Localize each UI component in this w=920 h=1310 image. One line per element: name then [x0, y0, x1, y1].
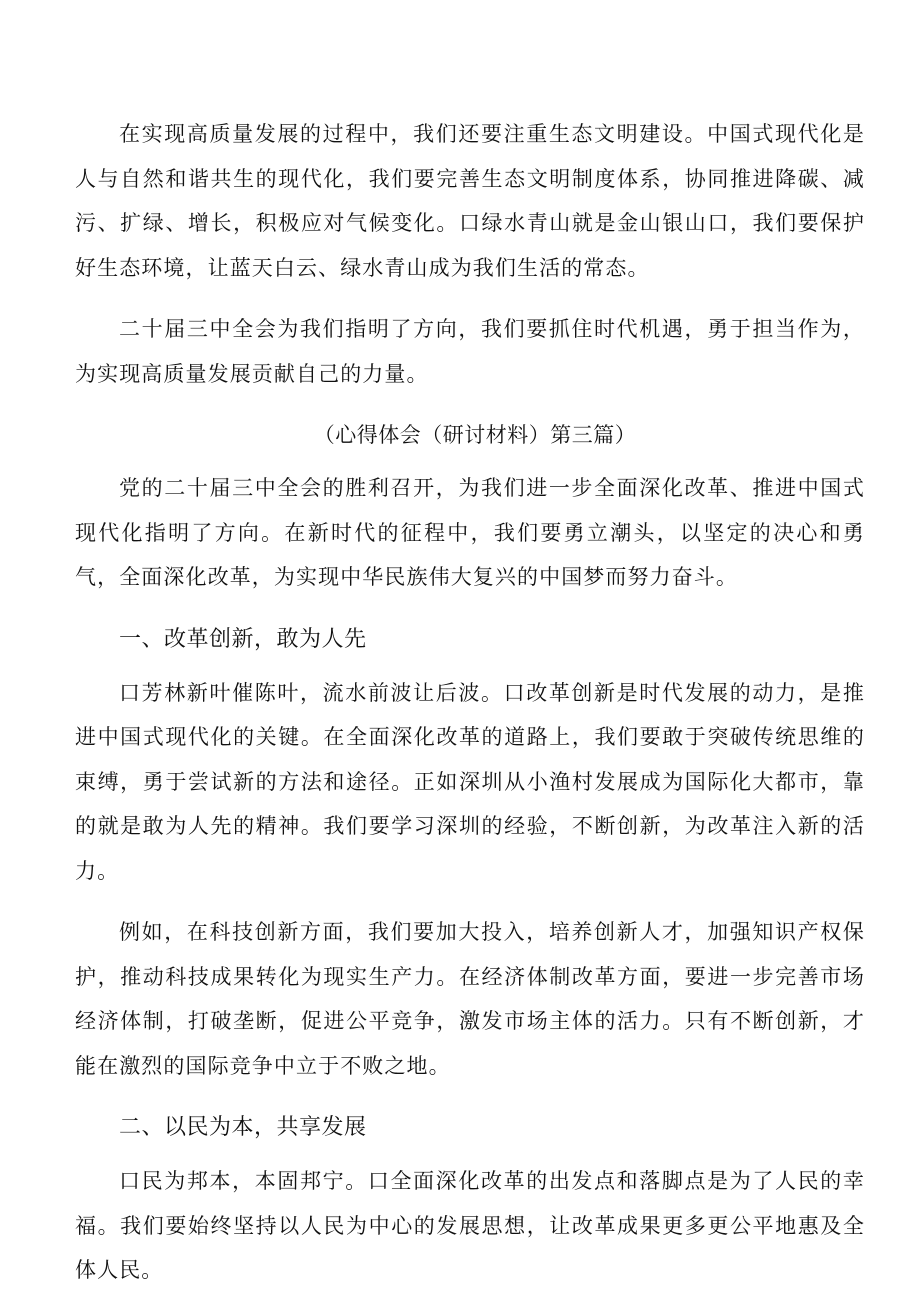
- heading-people-centered: 二、以民为本，共享发展: [119, 1115, 367, 1140]
- document-page: [75, 112, 865, 1310]
- paragraph-people-centered: 口民为邦本，本固邦宁。口全面深化改革的出发点和落脚点是为了人民的幸福。我们要始终坚持以人民为中心的发展思想，让改革成果更多更公平地惠及全体人民。: [75, 1169, 865, 1282]
- paragraph-plenary-direction: 二十届三中全会为我们指明了方向，我们要抓住时代机遇，勇于担当作为，为实现高质量发展贡献自己的力量。: [75, 317, 865, 386]
- paragraph-innovation-examples: 例如，在科技创新方面，我们要加大投入，培养创新人才，加强知识产权保护，推动科技成果转化为现实生产力。在经济体制改革方面，要进一步完善市场经济体制，打破垄断，促进公平竞争，激发市场主体的活力。只有不断创新，才能在激烈的国际竞争中立于不败之地。: [75, 920, 865, 1078]
- paragraph-ecological-civilization: 在实现高质量发展的过程中，我们还要注重生态文明建设。中国式现代化是人与自然和谐共生的现代化，我们要完善生态文明制度体系，协同推进降碳、减污、扩绿、增长，积极应对气候变化。口绿水青山就是金山银山口，我们要保护好生态环境，让蓝天白云、绿水青山成为我们生活的常态。: [75, 122, 865, 280]
- heading-reform-innovation: 一、改革创新，敢为人先: [119, 626, 367, 652]
- paragraph-reform-innovation: 口芳林新叶催陈叶，流水前波让后波。口改革创新是时代发展的动力，是推进中国式现代化的关键。在全面深化改革的道路上，我们要敢于突破传统思维的束缚，勇于尝试新的方法和途径。正如深圳从小渔村发展成为国际化大都市，靠的就是敢为人先的精神。我们要学习深圳的经验，不断创新，为改革注入新的活力。: [75, 680, 865, 883]
- section-title: （心得体会（研讨材料）第三篇）: [313, 423, 637, 447]
- paragraph-introduction: 党的二十届三中全会的胜利召开，为我们进一步全面深化改革、推进中国式现代化指明了方向。在新时代的征程中，我们要勇立潮头，以坚定的决心和勇气，全面深化改革，为实现中华民族伟大复兴的中国梦而努力奋斗。: [75, 476, 865, 589]
